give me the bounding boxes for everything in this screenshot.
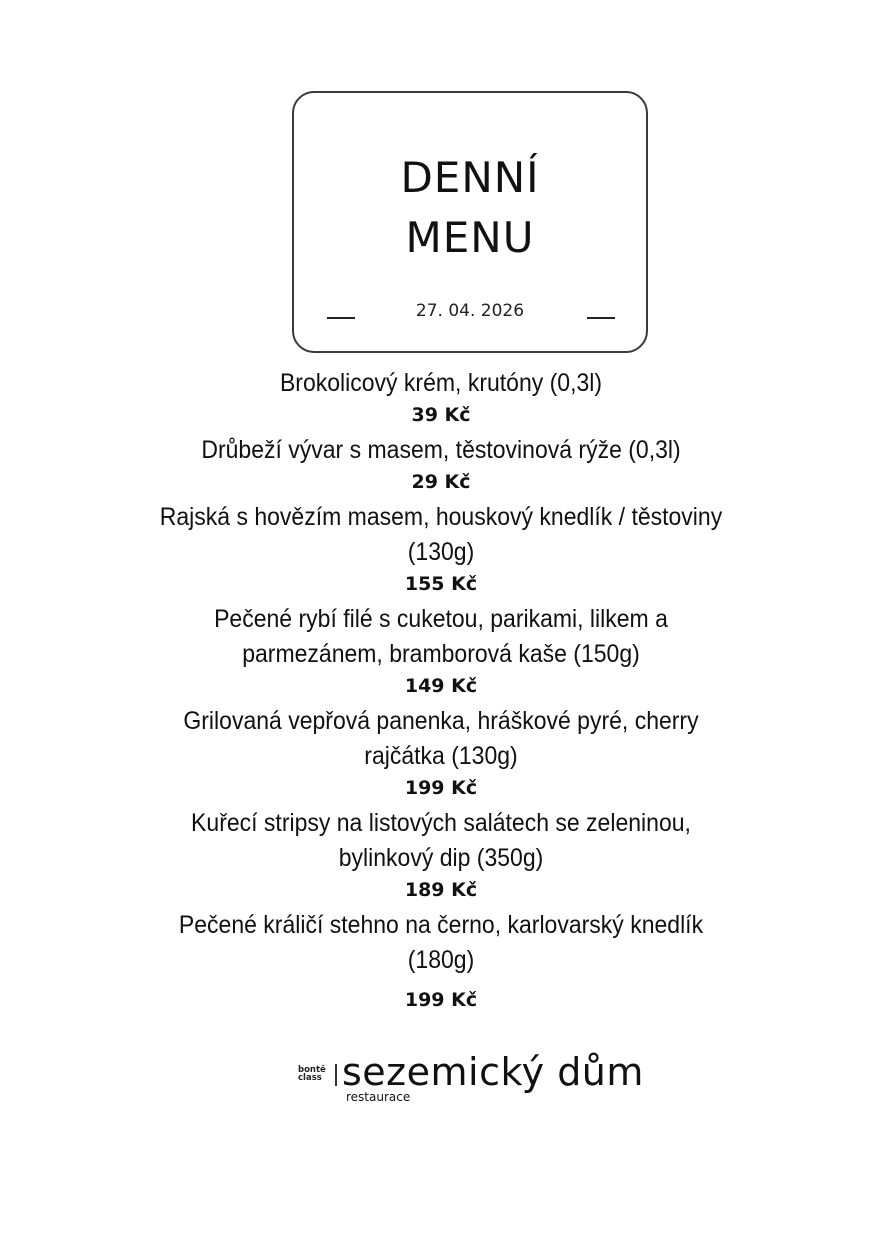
divider-right [587,317,615,319]
menu-item-name: Drůbeží vývar s masem, těstovinová rýže (0,3l) [201,436,681,464]
logo-brand-line-2: class [298,1073,322,1083]
menu-item [0,433,882,496]
menu-item-name: Pečené králičí stehno na černo, karlovarský knedlík (180g) [178,911,704,974]
logo-brand-line-1: bontě [298,1065,326,1075]
menu-item-price: 29 Kč [411,471,471,493]
menu-header-box [292,91,648,353]
menu-item-price: 199 Kč [404,989,478,1011]
menu-item [0,500,882,598]
menu-item-price: 39 Kč [411,404,471,426]
logo-subtitle: restaurace [346,1090,411,1104]
menu-item-name: Grilovaná vepřová panenka, hráškové pyré, cherry rajčátka (130g) [183,707,699,770]
title-line-1: DENNÍ [400,153,540,202]
menu-item-price: 149 Kč [404,675,478,697]
menu-item-price: 155 Kč [404,573,478,595]
menu-item-name: Pečené rybí filé s cuketou, parikami, lilkem a parmezánem, bramborová kaše (150g) [214,605,668,668]
menu-item-name: Brokolicový krém, krutóny (0,3l) [279,369,603,397]
menu-item [0,602,882,700]
menu-item-name: Kuřecí stripsy na listových salátech se zeleninou, bylinkový dip (350g) [191,809,691,872]
menu-item [0,806,882,904]
menu-item [0,908,882,1014]
menu-item-price: 189 Kč [404,879,478,901]
title-line-2: MENU [405,213,535,262]
logo-divider [335,1064,337,1086]
menu-date: 27. 04. 2026 [415,301,525,321]
logo-name: sezemický dům [342,1050,644,1094]
menu-item [0,366,882,429]
menu-item [0,704,882,802]
menu-item-name: Rajská s hovězím masem, houskový knedlík / těstoviny (130g) [159,503,723,566]
menu-item-price: 199 Kč [404,777,478,799]
menu-list [0,366,882,1018]
restaurant-logo [298,1050,658,1108]
logo-brand-small [298,1066,326,1082]
